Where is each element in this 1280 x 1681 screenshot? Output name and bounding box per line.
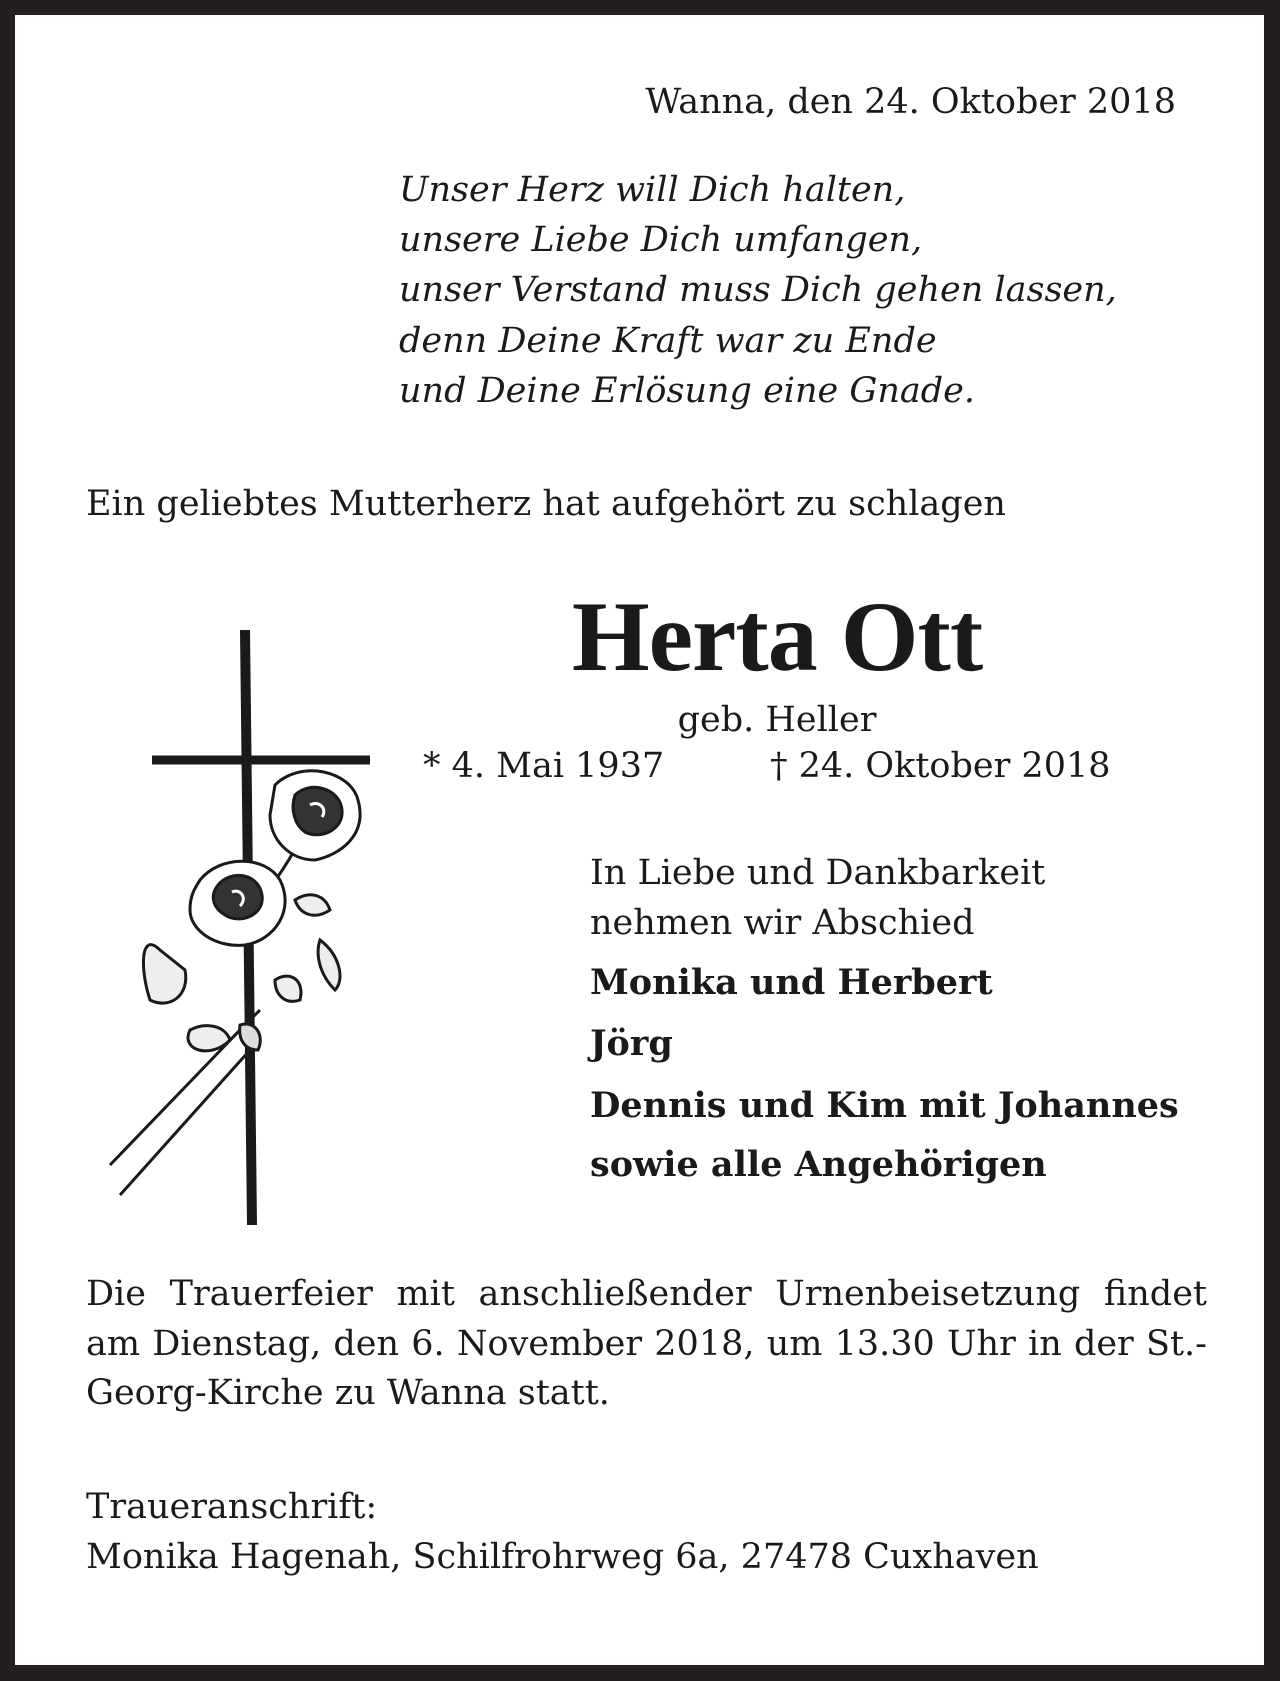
poem-line: Unser Herz will Dich halten, [399, 170, 906, 210]
address: Monika Hagenah, Schilfrohrweg 6a, 27478 Cuxhaven [86, 1537, 1039, 1577]
ceremony-text: Die Trauerfeier mit anschließender Urnenbeisetzung findet am Dienstag, den 6. November 2018, um 13.30 Uhr in der St.-Georg-Kirche zu Wanna statt. [86, 1274, 1207, 1413]
obituary-notice [15, 15, 1264, 1665]
death-date: † 24. Oktober 2018 [770, 746, 1111, 786]
poem-line: unsere Liebe Dich umfangen, [399, 220, 923, 260]
poem-line: unser Verstand muss Dich gehen lassen, [399, 270, 1117, 310]
farewell-line: nehmen wir Abschied [590, 903, 975, 943]
address-label: Traueranschrift: [86, 1487, 378, 1527]
intro-text: Ein geliebtes Mutterherz hat aufgehört zu schlagen [86, 484, 1006, 524]
poem-line: denn Deine Kraft war zu Ende [399, 321, 937, 361]
mourner: Jörg [590, 1023, 673, 1064]
poem-line: und Deine Erlösung eine Gnade. [399, 371, 975, 411]
maiden-name: geb. Heller [677, 700, 877, 740]
birth-date: * 4. Mai 1937 [423, 746, 665, 786]
mourner: Dennis und Kim mit Johannes [590, 1085, 1179, 1126]
mourner: Monika und Herbert [590, 962, 993, 1003]
place-date: Wanna, den 24. Oktober 2018 [645, 82, 1176, 122]
deceased-name: Herta Ott [571, 581, 983, 692]
farewell-line: In Liebe und Dankbarkeit [590, 853, 1046, 893]
mourner: sowie alle Angehörigen [590, 1144, 1047, 1185]
cross-with-roses-icon [100, 610, 390, 1230]
